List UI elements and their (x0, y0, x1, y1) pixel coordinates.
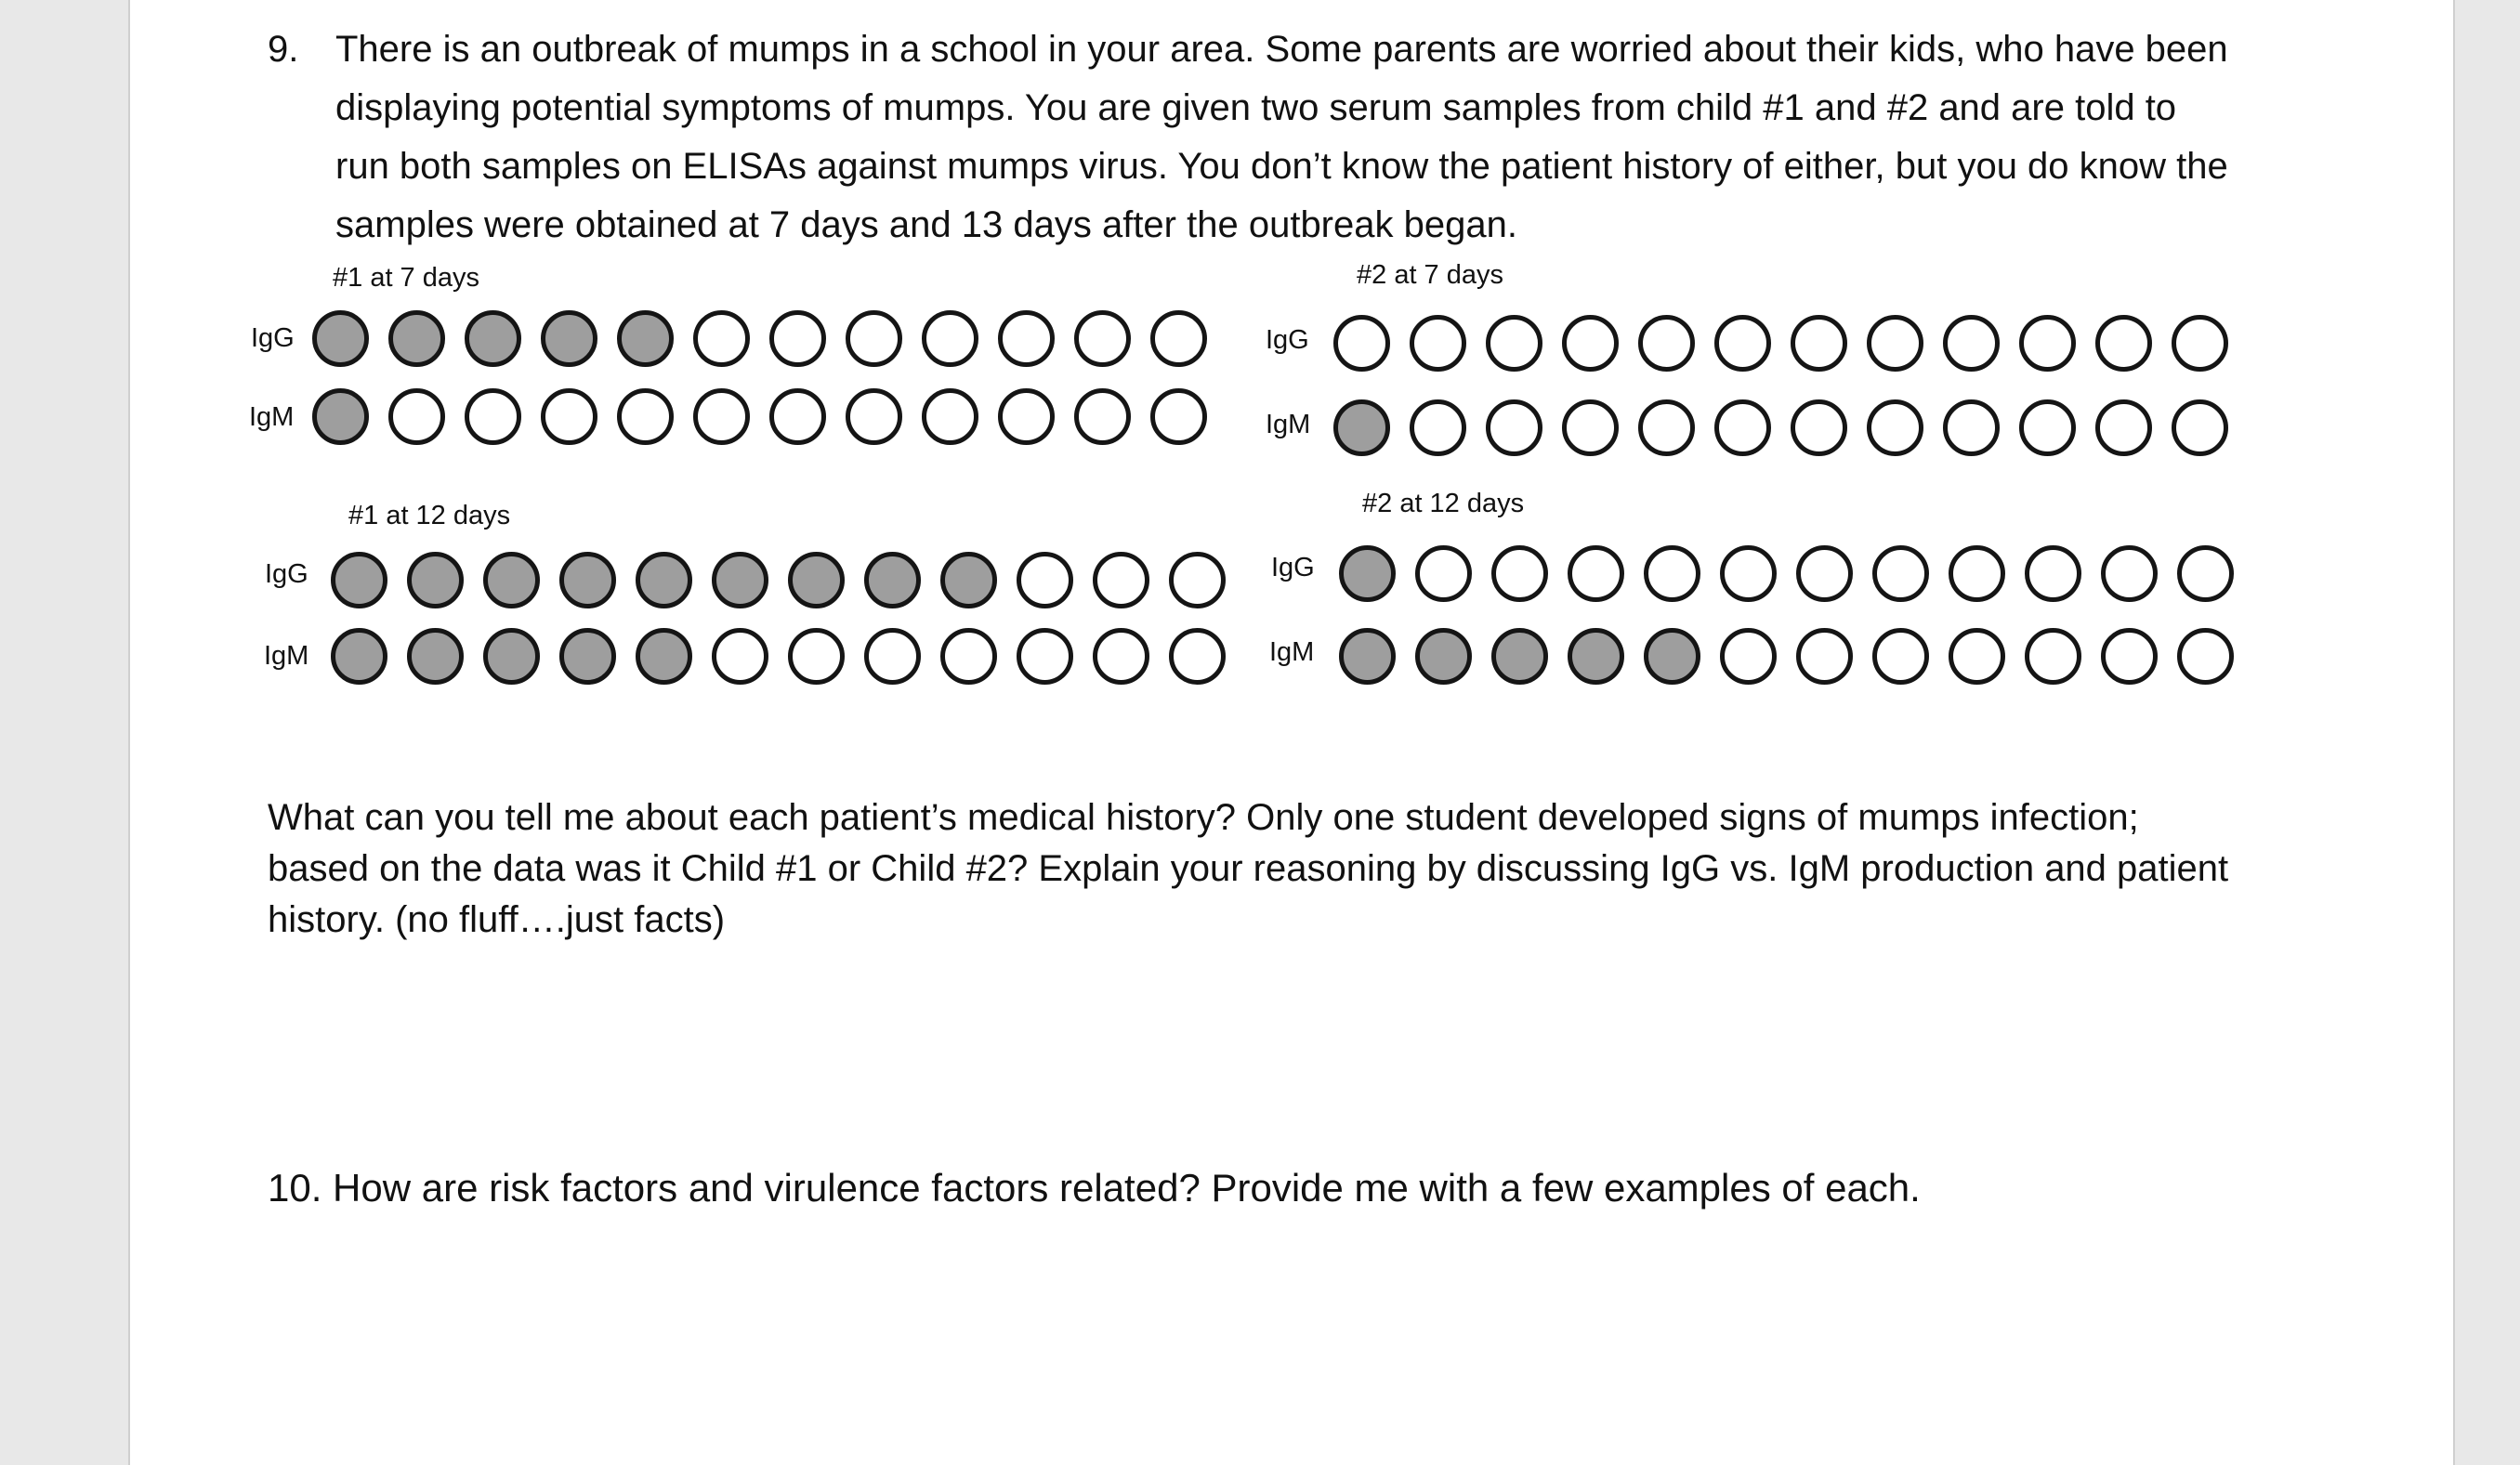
row-label-igm: IgM (1269, 637, 1315, 667)
elisa-well-negative (864, 628, 921, 685)
question-9-line: displaying potential symptoms of mumps. You are given two serum samples from child #1 and #2 and are told to (335, 87, 2177, 128)
elisa-well-negative (2101, 628, 2158, 685)
elisa-well-negative (1074, 310, 1131, 367)
elisa-well-row (1339, 545, 2253, 602)
elisa-well-negative (2177, 628, 2234, 685)
elisa-well-negative (2101, 545, 2158, 602)
elisa-well-negative (1093, 552, 1149, 608)
question-10-text: 10. How are risk factors and virulence factors related? Provide me with a few examples of each. (268, 1166, 1921, 1210)
row-label-igg: IgG (1266, 325, 1309, 355)
elisa-well-negative (998, 310, 1055, 367)
elisa-well-row (312, 388, 1227, 445)
elisa-well-positive (559, 552, 616, 608)
elisa-well-negative (788, 628, 845, 685)
followup-question (268, 792, 2228, 946)
elisa-well-negative (2095, 315, 2152, 372)
elisa-well-negative (769, 388, 826, 445)
elisa-well-negative (1872, 545, 1929, 602)
question-9-line: run both samples on ELISAs against mumps virus. You don’t know the patient history of either, but you do know the (335, 146, 2228, 187)
elisa-well-negative (1943, 399, 2000, 456)
elisa-well-row (1333, 399, 2248, 456)
elisa-well-negative (1714, 399, 1771, 456)
question-9-number: 9. (268, 29, 299, 70)
elisa-well-positive (1568, 628, 1624, 685)
elisa-well-negative (922, 388, 978, 445)
elisa-well-negative (1093, 628, 1149, 685)
elisa-well-negative (1872, 628, 1929, 685)
elisa-well-negative (1415, 545, 1472, 602)
elisa-well-positive (864, 552, 921, 608)
panel-title-child1-day7: #1 at 7 days (333, 263, 479, 293)
row-label-igm: IgM (264, 641, 309, 671)
elisa-well-negative (1074, 388, 1131, 445)
elisa-well-negative (1491, 545, 1548, 602)
elisa-well-negative (1791, 315, 1847, 372)
panel-title-child2-day7: #2 at 7 days (1357, 260, 1503, 290)
elisa-well-negative (712, 628, 768, 685)
row-label-igg: IgG (265, 559, 308, 589)
elisa-well-row (331, 552, 1245, 608)
elisa-well-negative (1169, 628, 1226, 685)
question-9-line: There is an outbreak of mumps in a school in your area. Some parents are worried about their kids, who have been (335, 29, 2228, 70)
elisa-well-negative (1949, 628, 2005, 685)
elisa-well-negative (1017, 628, 1073, 685)
elisa-well-negative (998, 388, 1055, 445)
elisa-well-negative (2095, 399, 2152, 456)
elisa-well-positive (1644, 628, 1700, 685)
followup-line: history. (no fluff….just facts) (268, 899, 726, 940)
elisa-well-negative (1714, 315, 1771, 372)
elisa-well-positive (1491, 628, 1548, 685)
elisa-well-negative (940, 628, 997, 685)
elisa-well-positive (940, 552, 997, 608)
elisa-well-positive (331, 628, 387, 685)
elisa-well-negative (1720, 628, 1777, 685)
elisa-well-negative (1150, 388, 1207, 445)
panel-title-child2-day12: #2 at 12 days (1362, 489, 1525, 518)
elisa-well-negative (1150, 310, 1207, 367)
elisa-well-negative (1796, 545, 1853, 602)
elisa-well-negative (2172, 315, 2228, 372)
elisa-well-positive (388, 310, 445, 367)
elisa-well-positive (407, 628, 464, 685)
elisa-well-negative (1486, 315, 1542, 372)
elisa-well-positive (636, 552, 692, 608)
elisa-well-negative (846, 388, 902, 445)
elisa-well-negative (1638, 315, 1695, 372)
elisa-well-negative (1644, 545, 1700, 602)
row-label-igm: IgM (249, 402, 295, 432)
elisa-well-positive (541, 310, 597, 367)
elisa-well-negative (1949, 545, 2005, 602)
elisa-well-negative (1486, 399, 1542, 456)
elisa-well-row (1339, 628, 2253, 685)
elisa-well-negative (1791, 399, 1847, 456)
panel-title-child1-day12: #1 at 12 days (348, 501, 511, 530)
elisa-well-positive (312, 310, 369, 367)
followup-line: based on the data was it Child #1 or Child #2? Explain your reasoning by discussing IgG vs. IgM production and patient (268, 848, 2229, 889)
elisa-well-negative (693, 388, 750, 445)
row-label-igg: IgG (251, 323, 295, 353)
elisa-well-negative (2025, 545, 2081, 602)
elisa-well-negative (1638, 399, 1695, 456)
elisa-well-positive (617, 310, 674, 367)
elisa-well-negative (2019, 399, 2076, 456)
elisa-well-row (1333, 315, 2248, 372)
elisa-well-positive (712, 552, 768, 608)
elisa-well-row (312, 310, 1227, 367)
elisa-well-row (331, 628, 1245, 685)
elisa-well-negative (1867, 399, 1923, 456)
elisa-well-positive (1415, 628, 1472, 685)
elisa-well-positive (407, 552, 464, 608)
elisa-well-negative (769, 310, 826, 367)
elisa-well-positive (465, 310, 521, 367)
elisa-well-negative (1720, 545, 1777, 602)
elisa-well-negative (1796, 628, 1853, 685)
elisa-well-positive (1339, 628, 1396, 685)
elisa-well-negative (2177, 545, 2234, 602)
elisa-well-positive (788, 552, 845, 608)
elisa-well-negative (2025, 628, 2081, 685)
elisa-well-negative (1333, 315, 1390, 372)
question-9-text (335, 20, 2228, 255)
elisa-well-negative (1410, 399, 1466, 456)
followup-line: What can you tell me about each patient’s medical history? Only one student developed signs of mumps infection; (268, 797, 2139, 838)
elisa-well-positive (559, 628, 616, 685)
elisa-well-negative (1562, 315, 1619, 372)
elisa-well-positive (1339, 545, 1396, 602)
elisa-well-positive (331, 552, 387, 608)
elisa-well-negative (2172, 399, 2228, 456)
elisa-well-positive (483, 552, 540, 608)
elisa-well-positive (1333, 399, 1390, 456)
elisa-well-positive (483, 628, 540, 685)
elisa-well-negative (465, 388, 521, 445)
elisa-well-negative (1943, 315, 2000, 372)
elisa-well-negative (617, 388, 674, 445)
elisa-well-negative (846, 310, 902, 367)
elisa-well-positive (636, 628, 692, 685)
elisa-well-negative (1169, 552, 1226, 608)
elisa-well-negative (1562, 399, 1619, 456)
question-9-line: samples were obtained at 7 days and 13 days after the outbreak began. (335, 204, 1517, 245)
elisa-well-negative (1568, 545, 1624, 602)
elisa-well-negative (2019, 315, 2076, 372)
row-label-igg: IgG (1271, 553, 1315, 582)
elisa-well-negative (541, 388, 597, 445)
elisa-well-negative (388, 388, 445, 445)
elisa-well-positive (312, 388, 369, 445)
row-label-igm: IgM (1266, 410, 1311, 439)
elisa-well-negative (1410, 315, 1466, 372)
elisa-well-negative (693, 310, 750, 367)
elisa-well-negative (922, 310, 978, 367)
elisa-well-negative (1017, 552, 1073, 608)
elisa-well-negative (1867, 315, 1923, 372)
